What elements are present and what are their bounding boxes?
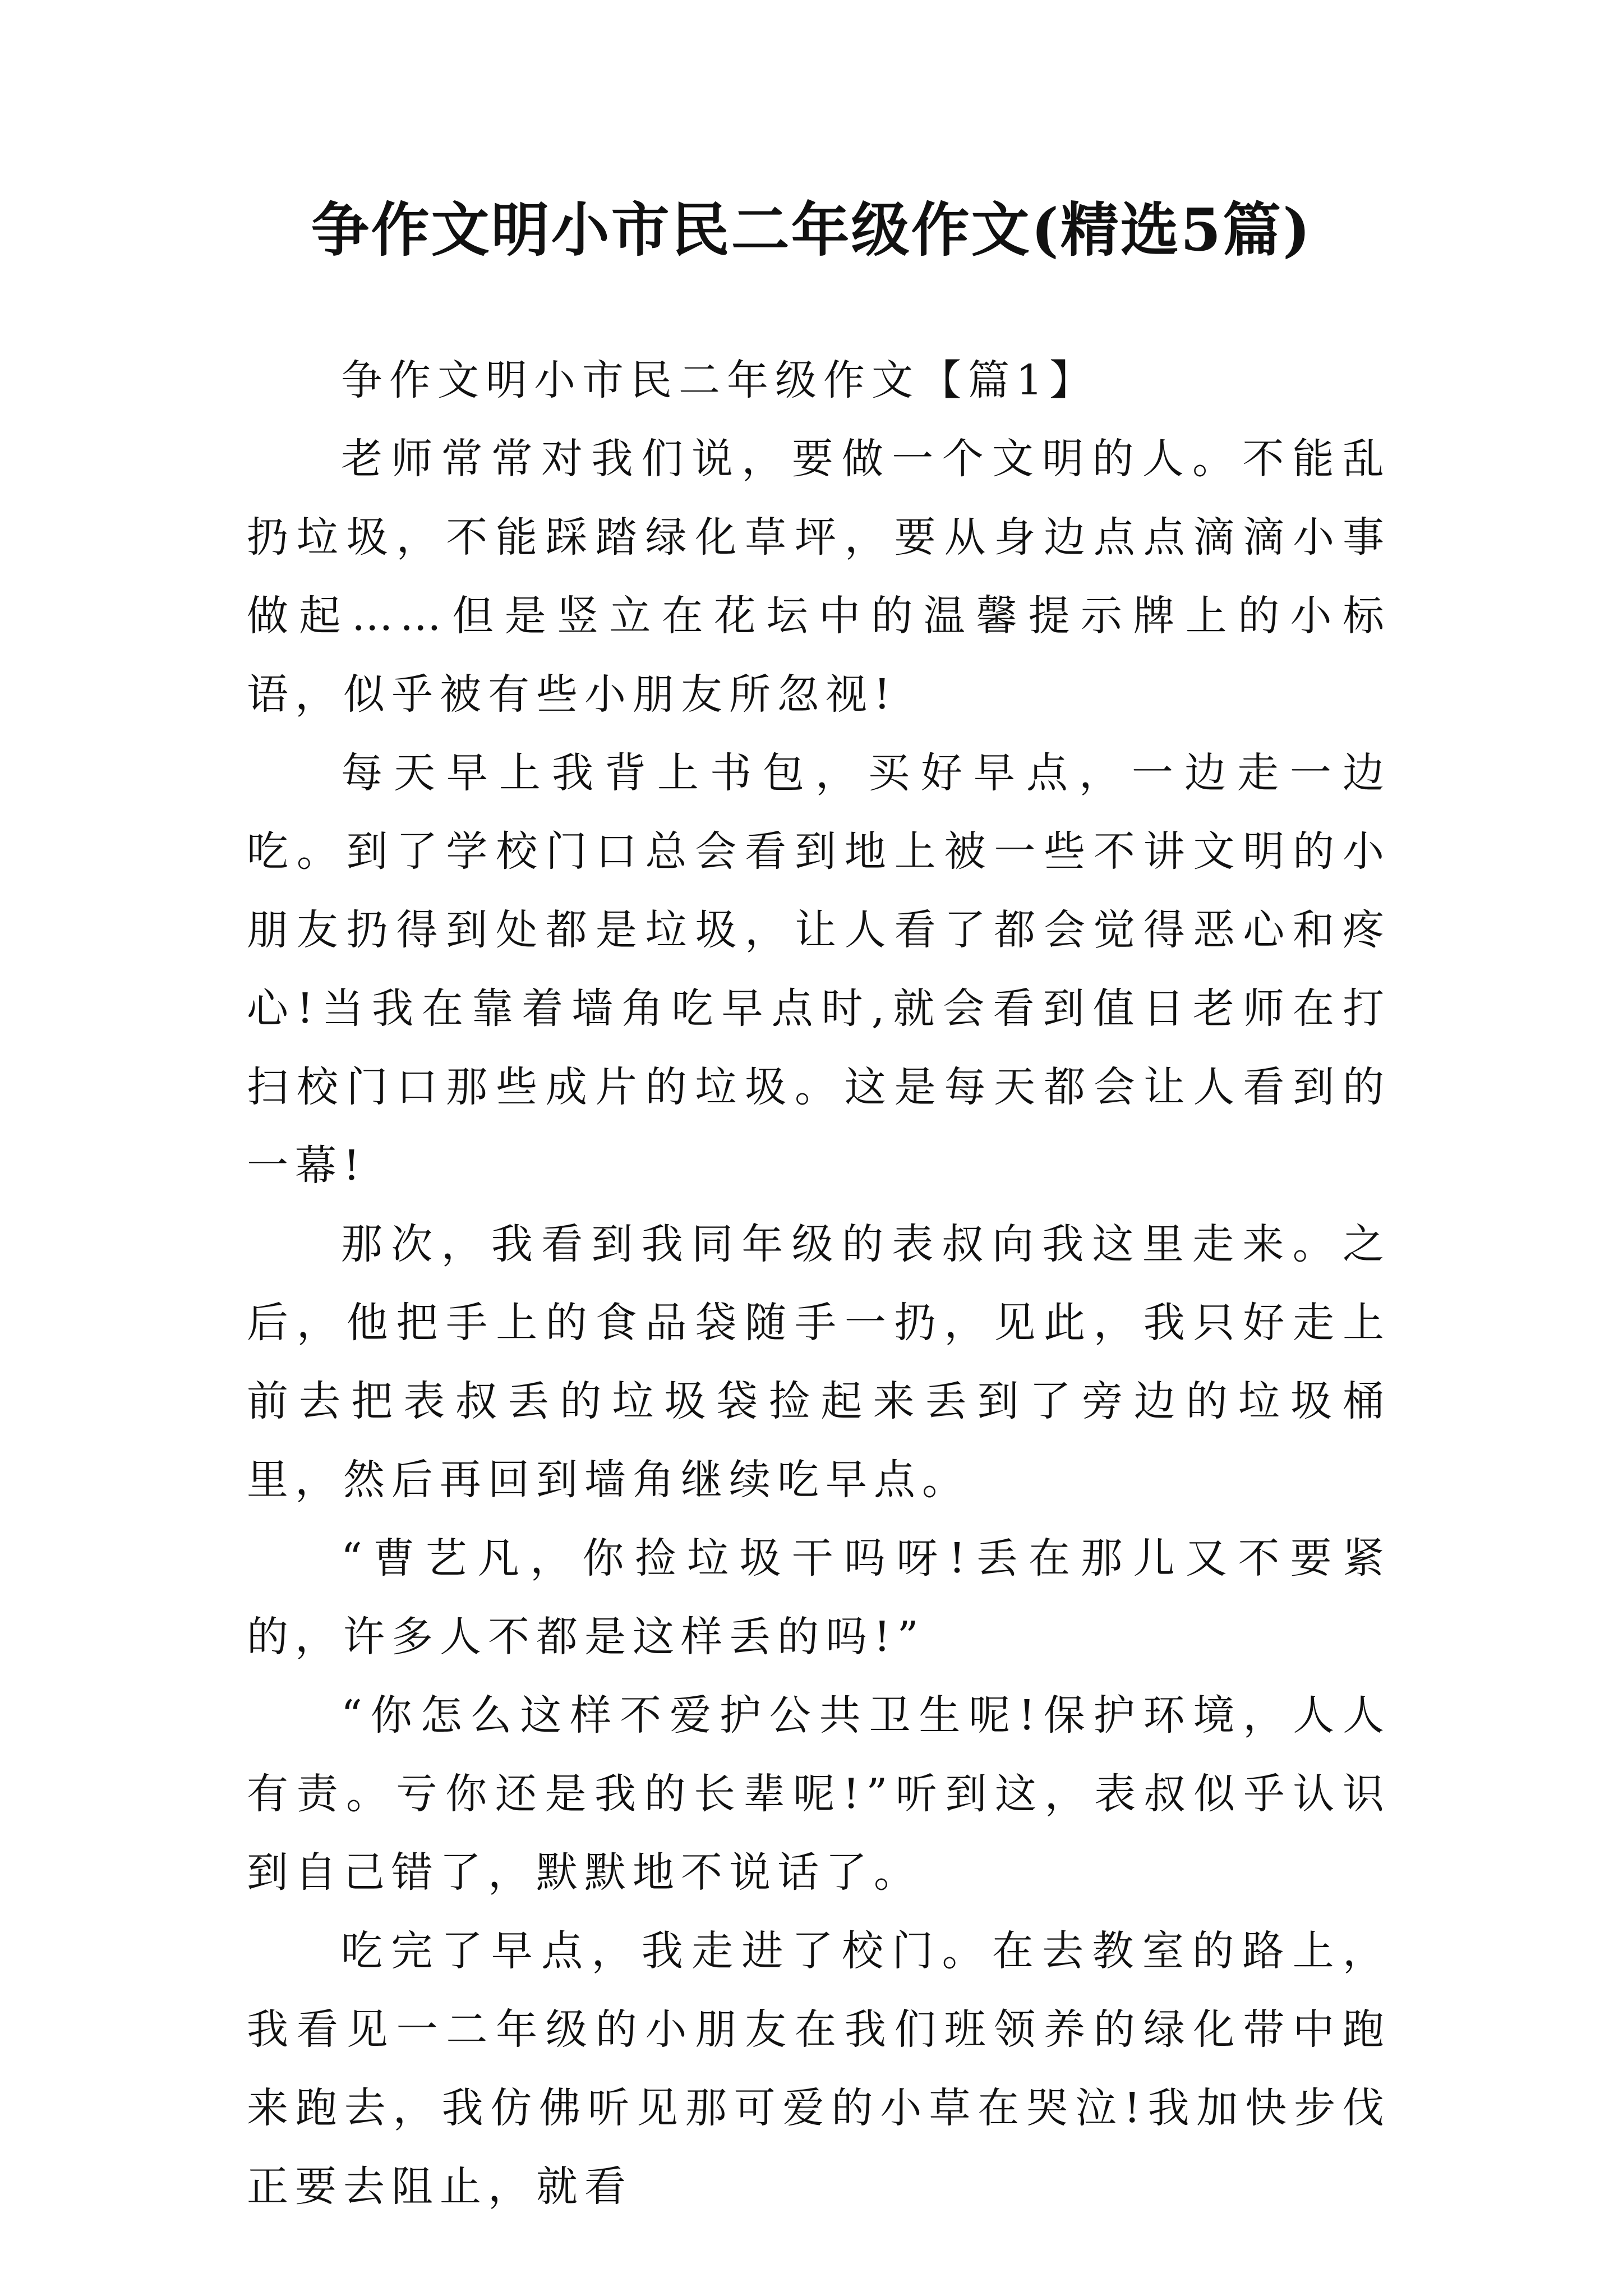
paragraph-4: “曹艺凡，你捡垃圾干吗呀!丢在那儿又不要紧的，许多人不都是这样丢的吗!” [247, 1534, 1391, 1661]
paragraph-2: 每天早上我背上书包，买好早点，一边走一边吃。到了学校门口总会看到地上被一些不讲文明的小朋友扔得到处都是垃圾，让人看了都会觉得恶心和疼心!当我在靠着墙角吃早点时,就会看到值日老师在打扫校门口那些成片的垃圾。这是每天都会让人看到的一幕! [247, 749, 1391, 1190]
document-title: 争作文明小市民二年级作文(精选5篇) [311, 195, 1312, 264]
document-body [247, 341, 1391, 2226]
paragraph-6: 吃完了早点，我走进了校门。在去教室的路上，我看见一二年级的小朋友在我们班领养的绿化带中跑来跑去，我仿佛听见那可爱的小草在哭泣!我加快步伐正要去阻止，就看 [247, 1927, 1391, 2211]
paragraph-5: “你怎么这样不爱护公共卫生呢!保护环境，人人有责。亏你还是我的长辈呢!”听到这，表叔似乎认识到自己错了，默默地不说话了。 [247, 1691, 1391, 1897]
section-heading: 争作文明小市民二年级作文【篇1】 [341, 356, 1098, 404]
paragraph-1: 老师常常对我们说，要做一个文明的人。不能乱扔垃圾，不能踩踏绿化草坪，要从身边点点滴滴小事做起……但是竖立在花坛中的温馨提示牌上的小标语，似乎被有些小朋友所忽视! [247, 435, 1391, 719]
paragraph-3: 那次，我看到我同年级的表叔向我这里走来。之后，他把手上的食品袋随手一扔，见此，我只好走上前去把表叔丢的垃圾袋捡起来丢到了旁边的垃圾桶里，然后再回到墙角继续吃早点。 [247, 1220, 1391, 1504]
